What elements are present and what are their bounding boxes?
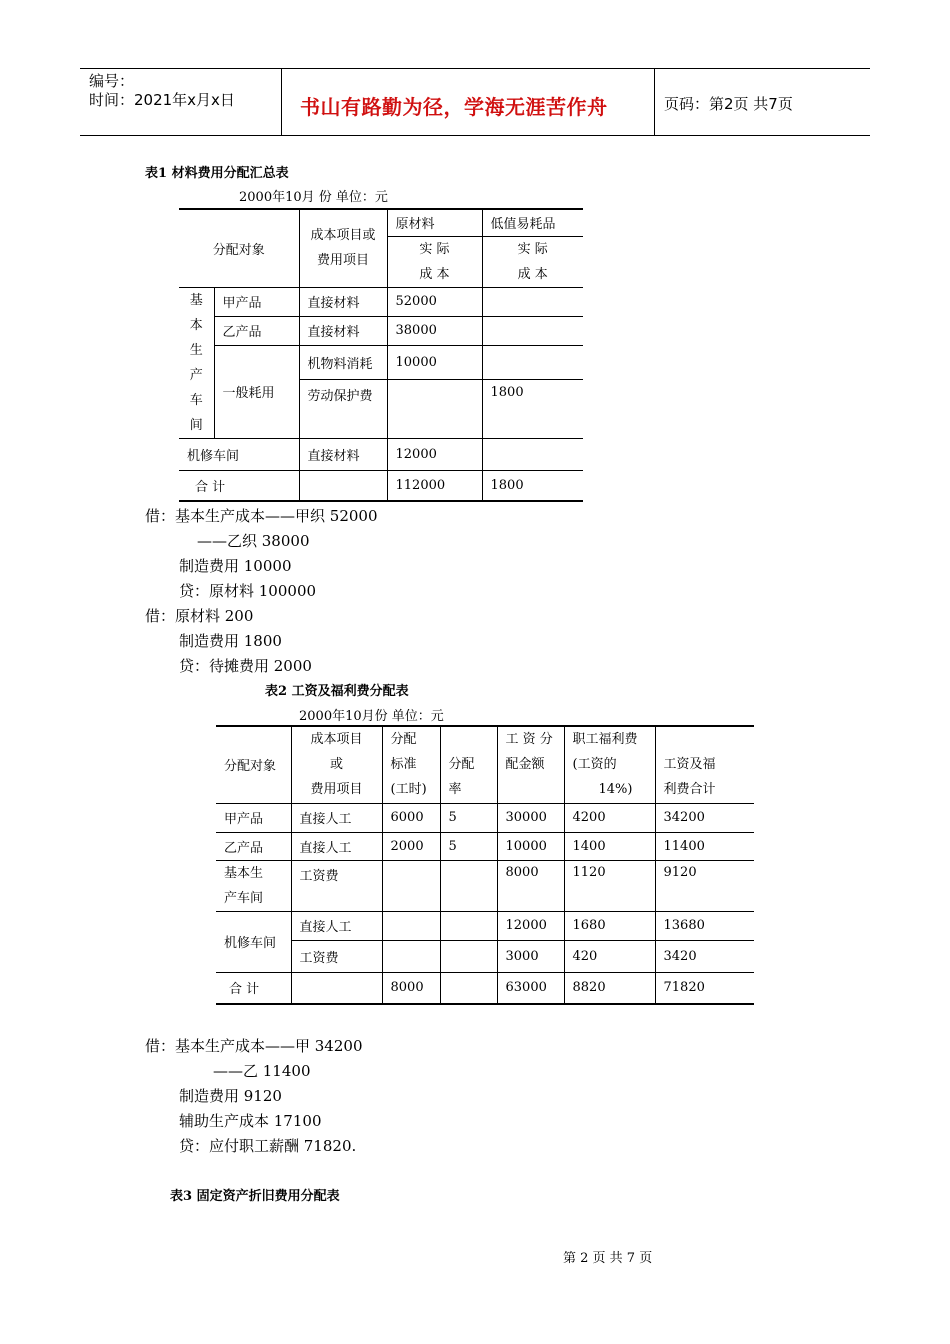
table1-cell-target: 乙产品 [214,316,299,345]
table2-cell-target: 机修车间 [216,911,291,972]
table1-subtitle: 2000年10月 份 单位：元 [239,190,388,205]
table2-cell-total: 3420 [655,940,754,972]
entry-line: 贷：应付职工薪酬 71820. [179,1137,357,1155]
entry-line: ——乙 11400 [213,1062,311,1080]
table1-cell-item [299,470,387,501]
entry-line: 贷：原材料 100000 [179,582,317,600]
table1-cell-raw [387,379,482,438]
table2-cell-item: 工资费 [291,940,382,972]
table-row [216,860,754,911]
table2-cell-wage: 10000 [497,832,564,860]
table1-cell-item: 直接材料 [299,287,387,316]
table1-header-low-sub: 实 际 成 本 [482,236,583,287]
table2-cell-total: 13680 [655,911,754,940]
table1-cell-target: 甲产品 [214,287,299,316]
table2-title: 表2 工资及福利费分配表 [265,684,409,699]
header-page-info: 页码：第2页 共7页 [664,95,793,113]
table-row-total [179,470,583,501]
table2-cell-rate: 5 [440,803,497,832]
header-divider-2 [654,69,655,135]
table1-cell-low: 1800 [482,470,583,501]
entry-line: 借：基本生产成本——甲 34200 [145,1037,363,1055]
table2-header-item: 成本项目 或 费用项目 [291,726,382,803]
table2-cell-wage: 63000 [497,972,564,1004]
table1-cell-item: 直接材料 [299,316,387,345]
table1-cell-raw: 52000 [387,287,482,316]
table1-header-low: 低值易耗品 [482,209,583,236]
table2-cell-target: 乙产品 [216,832,291,860]
table-row [216,911,754,940]
table2-header-welfare: 职工福利费 (工资的 14%) [564,726,655,803]
table2-cell-wage: 3000 [497,940,564,972]
table2-cell-target: 甲产品 [216,803,291,832]
table2-cell-welfare: 1120 [564,860,655,911]
table2-cell-item [291,972,382,1004]
table1-cell-low [482,316,583,345]
table2-cell-item: 直接人工 [291,911,382,940]
table1-cell-raw: 38000 [387,316,482,345]
header-bottom-rule [80,135,870,136]
table1-cell-low [482,438,583,470]
table1-cell-low [482,345,583,379]
entry-line: 制造费用 1800 [179,632,282,650]
table2-cell-std [382,940,440,972]
table3-title: 表3 固定资产折旧费用分配表 [170,1189,340,1204]
table2-cell-total: 71820 [655,972,754,1004]
table1-cell-raw: 112000 [387,470,482,501]
header-top-rule [80,68,870,69]
table2-cell-item: 工资费 [291,860,382,911]
table1-cell-item: 机物料消耗 [299,345,387,379]
table-row [179,438,583,470]
table1-cell-item: 直接材料 [299,438,387,470]
table1-cell-target: 机修车间 [179,438,299,470]
table2-cell-target: 合 计 [216,972,291,1004]
table1-header-item: 成本项目或 费用项目 [299,209,387,287]
table1-cell-item: 劳动保护费 [299,379,387,438]
entry-line: 借：原材料 200 [145,607,254,625]
table2-cell-std [382,911,440,940]
table-row [216,803,754,832]
entry-line: 借：基本生产成本——甲织 52000 [145,507,378,525]
table2-subtitle: 2000年10月份 单位：元 [299,709,444,724]
table-row [179,287,583,316]
table2-cell-total: 11400 [655,832,754,860]
table1-cell-low: 1800 [482,379,583,438]
table2-header-total: 工资及福 利费合计 [655,726,754,803]
table2-cell-rate [440,972,497,1004]
entry-line: 制造费用 9120 [179,1087,282,1105]
table2-header-target: 分配对象 [216,726,291,803]
table2-cell-welfare: 8820 [564,972,655,1004]
table2-cell-total: 34200 [655,803,754,832]
header-number-label: 编号： [89,72,135,90]
table2-cell-welfare: 420 [564,940,655,972]
table2-cell-welfare: 1680 [564,911,655,940]
table2-cell-std: 2000 [382,832,440,860]
table2-cell-std: 8000 [382,972,440,1004]
table1-cell-target: 一般耗用 [214,345,299,438]
table-row [216,940,754,972]
table-row-total [216,972,754,1004]
table2-header-rate: 分配 率 [440,726,497,803]
table2-cell-std: 6000 [382,803,440,832]
table1-cell-target: 合 计 [179,470,299,501]
table2-cell-wage: 8000 [497,860,564,911]
header-divider-1 [281,69,282,135]
table1-cell-raw: 10000 [387,345,482,379]
entry-line: 制造费用 10000 [179,557,292,575]
entry-line: 辅助生产成本 17100 [179,1112,322,1130]
table1-cell-raw: 12000 [387,438,482,470]
table2-header-std: 分配 标准 (工时) [382,726,440,803]
table2-cell-item: 直接人工 [291,803,382,832]
table1-header-target: 分配对象 [179,209,299,287]
table1 [179,208,583,502]
table2-cell-welfare: 4200 [564,803,655,832]
table1-header-raw-sub: 实 际 成 本 [387,236,482,287]
table2-cell-wage: 30000 [497,803,564,832]
table2-header-wage: 工 资 分 配金额 [497,726,564,803]
table2-cell-wage: 12000 [497,911,564,940]
entry-line: ——乙织 38000 [197,532,310,550]
table2-cell-rate [440,911,497,940]
table1-header-raw: 原材料 [387,209,482,236]
entry-line: 贷：待摊费用 2000 [179,657,312,675]
table2-cell-total: 9120 [655,860,754,911]
table2 [216,725,754,1005]
header-date: 时间：2021年x月x日 [89,91,235,109]
table1-title: 表1 材料费用分配汇总表 [145,166,289,181]
table2-cell-item: 直接人工 [291,832,382,860]
table2-cell-rate [440,860,497,911]
table2-cell-rate: 5 [440,832,497,860]
header-motto: 书山有路勤为径，学海无涯苦作舟 [300,95,608,119]
table1-group-label: 基 本 生 产 车 间 [179,287,214,438]
table-row [179,345,583,379]
table-row [179,316,583,345]
table2-cell-target: 基本生 产车间 [216,860,291,911]
table2-cell-std [382,860,440,911]
table2-cell-welfare: 1400 [564,832,655,860]
table1-cell-low [482,287,583,316]
footer-page-number: 第 2 页 共 7 页 [563,1251,653,1266]
table2-cell-rate [440,940,497,972]
table-row [216,832,754,860]
